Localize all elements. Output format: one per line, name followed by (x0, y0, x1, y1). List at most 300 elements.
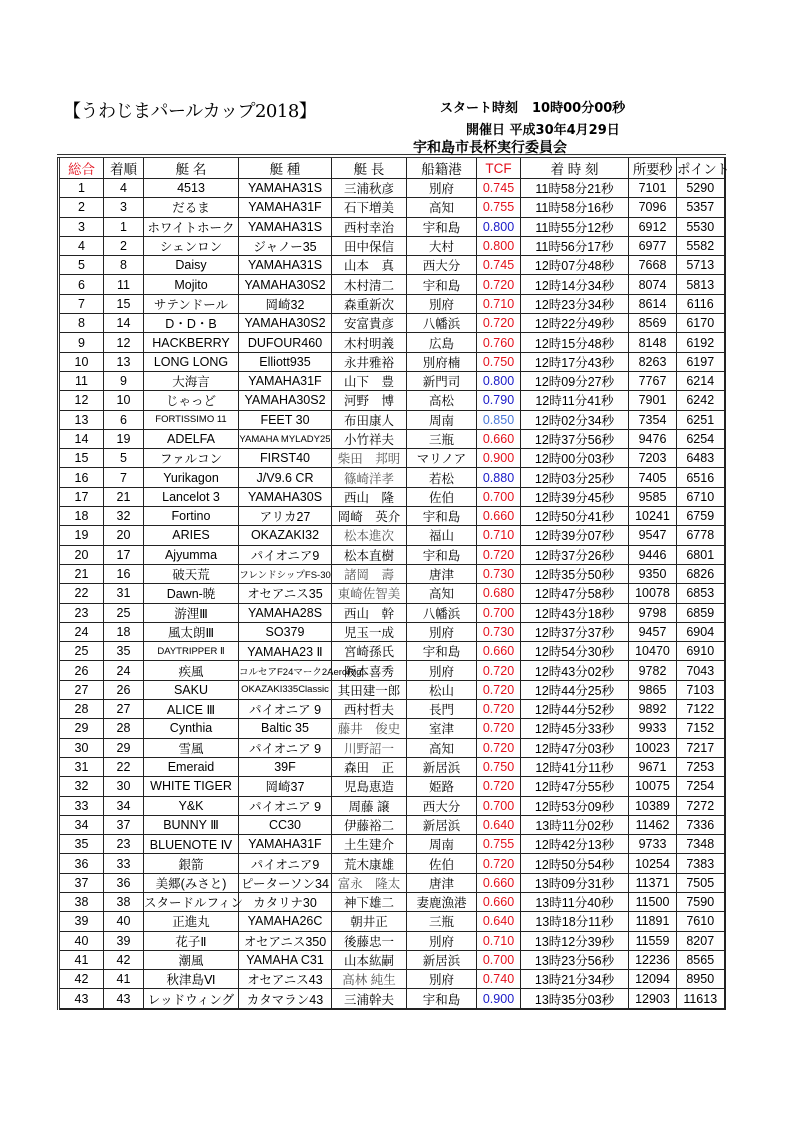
overall-rank-cell: 22 (59, 584, 104, 603)
finish-order-cell: 30 (104, 777, 144, 796)
overall-rank-cell: 39 (59, 912, 104, 931)
table-row (59, 642, 725, 661)
skipper-cell: 石下増美 (332, 198, 407, 217)
overall-rank-cell: 23 (59, 603, 104, 622)
skipper-cell: 土生建介 (332, 835, 407, 854)
finish-order-cell: 14 (104, 314, 144, 333)
home-port-cell: 宇和島 (407, 989, 477, 1009)
home-port-cell: 周南 (407, 835, 477, 854)
elapsed-seconds-cell: 9782 (629, 661, 677, 680)
boat-type-cell: J/V9.6 CR (239, 468, 332, 487)
table-row (59, 777, 725, 796)
points-cell: 7383 (677, 854, 725, 873)
table-row (59, 912, 725, 931)
boat-name-cell: HACKBERRY (144, 333, 239, 352)
home-port-cell: 別府 (407, 179, 477, 198)
col-points: ポイント (677, 156, 725, 179)
boat-type-cell: FEET 30 (239, 410, 332, 429)
finish-time-cell: 12時09分27秒 (521, 371, 629, 390)
overall-rank-cell: 17 (59, 487, 104, 506)
skipper-cell: 西山 幹 (332, 603, 407, 622)
table-row (59, 468, 725, 487)
boat-type-cell: YAMAHA31S (239, 256, 332, 275)
home-port-cell: 高知 (407, 198, 477, 217)
elapsed-seconds-cell: 7901 (629, 391, 677, 410)
skipper-cell: 富永 隆太 (332, 873, 407, 892)
home-port-cell: 八幡浜 (407, 314, 477, 333)
skipper-cell: 松本進次 (332, 526, 407, 545)
boat-type-cell: YAMAHA31F (239, 198, 332, 217)
overall-rank-cell: 12 (59, 391, 104, 410)
skipper-cell: 西村幸治 (332, 217, 407, 236)
table-row (59, 796, 725, 815)
tcf-cell: 0.730 (477, 564, 521, 583)
table-row (59, 680, 725, 699)
boat-type-cell: YAMAHA31F (239, 835, 332, 854)
home-port-cell: 新居浜 (407, 950, 477, 969)
home-port-cell: 新居浜 (407, 815, 477, 834)
table-row (59, 719, 725, 738)
points-cell: 6197 (677, 352, 725, 371)
table-row (59, 449, 725, 468)
home-port-cell: 新居浜 (407, 757, 477, 776)
finish-time-cell: 12時47分03秒 (521, 738, 629, 757)
skipper-cell: 藤井 俊史 (332, 719, 407, 738)
finish-time-cell: 13時21分34秒 (521, 970, 629, 989)
boat-name-cell: じゃっど (144, 391, 239, 410)
boat-type-cell: オセアニス350 (239, 931, 332, 950)
home-port-cell: 周南 (407, 410, 477, 429)
boat-name-cell: FORTISSIMO 11 (144, 410, 239, 429)
home-port-cell: 妻鹿漁港 (407, 892, 477, 911)
finish-order-cell: 32 (104, 507, 144, 526)
finish-order-cell: 16 (104, 564, 144, 583)
boat-name-cell: SAKU (144, 680, 239, 699)
tcf-cell: 0.730 (477, 622, 521, 641)
boat-name-cell: シェンロン (144, 236, 239, 255)
boat-name-cell: WHITE TIGER (144, 777, 239, 796)
boat-type-cell: オセアニス35 (239, 584, 332, 603)
finish-order-cell: 10 (104, 391, 144, 410)
table-row (59, 352, 725, 371)
boat-type-cell: パイオニア 9 (239, 700, 332, 719)
table-row (59, 815, 725, 834)
finish-time-cell: 12時54分30秒 (521, 642, 629, 661)
overall-rank-cell: 19 (59, 526, 104, 545)
points-cell: 7103 (677, 680, 725, 699)
boat-name-cell: ALICE Ⅲ (144, 700, 239, 719)
event-date: 開催日 平成30年4月29日 (466, 123, 620, 138)
table-row (59, 950, 725, 969)
points-cell: 5530 (677, 217, 725, 236)
finish-order-cell: 26 (104, 680, 144, 699)
home-port-cell: 八幡浜 (407, 603, 477, 622)
skipper-cell: 永井雅裕 (332, 352, 407, 371)
table-row (59, 391, 725, 410)
finish-time-cell: 12時39分07秒 (521, 526, 629, 545)
elapsed-seconds-cell: 8569 (629, 314, 677, 333)
overall-rank-cell: 36 (59, 854, 104, 873)
table-row (59, 217, 725, 236)
elapsed-seconds-cell: 9798 (629, 603, 677, 622)
home-port-cell: 福山 (407, 526, 477, 545)
boat-name-cell: 雪風 (144, 738, 239, 757)
boat-type-cell: カタリナ30 (239, 892, 332, 911)
elapsed-seconds-cell: 8074 (629, 275, 677, 294)
skipper-cell: 神下雄二 (332, 892, 407, 911)
finish-time-cell: 12時15分48秒 (521, 333, 629, 352)
finish-order-cell: 12 (104, 333, 144, 352)
finish-order-cell: 6 (104, 410, 144, 429)
finish-order-cell: 25 (104, 603, 144, 622)
tcf-cell: 0.720 (477, 700, 521, 719)
points-cell: 11613 (677, 989, 725, 1009)
home-port-cell: 宇和島 (407, 217, 477, 236)
finish-time-cell: 12時44分25秒 (521, 680, 629, 699)
finish-time-cell: 11時58分16秒 (521, 198, 629, 217)
skipper-cell: 河野 博 (332, 391, 407, 410)
overall-rank-cell: 30 (59, 738, 104, 757)
home-port-cell: 宇和島 (407, 507, 477, 526)
results-body (59, 179, 725, 1009)
boat-name-cell: Daisy (144, 256, 239, 275)
elapsed-seconds-cell: 10389 (629, 796, 677, 815)
home-port-cell: 室津 (407, 719, 477, 738)
home-port-cell: 広島 (407, 333, 477, 352)
points-cell: 6910 (677, 642, 725, 661)
skipper-cell: 周藤 譲 (332, 796, 407, 815)
boat-name-cell: 疾風 (144, 661, 239, 680)
table-row (59, 854, 725, 873)
elapsed-seconds-cell: 9446 (629, 545, 677, 564)
finish-order-cell: 34 (104, 796, 144, 815)
tcf-cell: 0.720 (477, 854, 521, 873)
elapsed-seconds-cell: 12903 (629, 989, 677, 1009)
overall-rank-cell: 43 (59, 989, 104, 1009)
points-cell: 7152 (677, 719, 725, 738)
elapsed-seconds-cell: 9547 (629, 526, 677, 545)
overall-rank-cell: 41 (59, 950, 104, 969)
points-cell: 5582 (677, 236, 725, 255)
overall-rank-cell: 37 (59, 873, 104, 892)
boat-type-cell: 岡崎32 (239, 294, 332, 313)
skipper-cell: 荒木康雄 (332, 854, 407, 873)
skipper-cell: 安富貴彦 (332, 314, 407, 333)
finish-order-cell: 18 (104, 622, 144, 641)
tcf-cell: 0.850 (477, 410, 521, 429)
col-boat-name: 艇 名 (144, 156, 239, 179)
skipper-cell: 其田建一郎 (332, 680, 407, 699)
elapsed-seconds-cell: 12236 (629, 950, 677, 969)
tcf-cell: 0.800 (477, 236, 521, 255)
elapsed-seconds-cell: 9733 (629, 835, 677, 854)
home-port-cell: 別府 (407, 970, 477, 989)
skipper-cell: 東崎佐智美 (332, 584, 407, 603)
skipper-cell: 後藤忠一 (332, 931, 407, 950)
points-cell: 7122 (677, 700, 725, 719)
points-cell: 6904 (677, 622, 725, 641)
table-row (59, 584, 725, 603)
elapsed-seconds-cell: 9892 (629, 700, 677, 719)
points-cell: 6710 (677, 487, 725, 506)
overall-rank-cell: 5 (59, 256, 104, 275)
table-row (59, 179, 725, 198)
overall-rank-cell: 33 (59, 796, 104, 815)
boat-type-cell: ピーターソン34 (239, 873, 332, 892)
organizer: 宇和島市長杯実行委員会 (413, 140, 567, 156)
elapsed-seconds-cell: 8614 (629, 294, 677, 313)
boat-type-cell: SO379 (239, 622, 332, 641)
points-cell: 6778 (677, 526, 725, 545)
skipper-cell: 森重新次 (332, 294, 407, 313)
tcf-cell: 0.710 (477, 294, 521, 313)
tcf-cell: 0.880 (477, 468, 521, 487)
table-row (59, 661, 725, 680)
finish-order-cell: 35 (104, 642, 144, 661)
points-cell: 6192 (677, 333, 725, 352)
finish-time-cell: 12時45分33秒 (521, 719, 629, 738)
home-port-cell: 宇和島 (407, 275, 477, 294)
points-cell: 6254 (677, 429, 725, 448)
boat-type-cell: パイオニア 9 (239, 738, 332, 757)
skipper-cell: 小竹祥夫 (332, 429, 407, 448)
boat-name-cell: 秋津島Ⅵ (144, 970, 239, 989)
tcf-cell: 0.700 (477, 487, 521, 506)
finish-time-cell: 12時00分03秒 (521, 449, 629, 468)
boat-type-cell: YAMAHA30S (239, 487, 332, 506)
finish-time-cell: 12時07分48秒 (521, 256, 629, 275)
skipper-cell: 児玉一成 (332, 622, 407, 641)
elapsed-seconds-cell: 10075 (629, 777, 677, 796)
tcf-cell: 0.745 (477, 179, 521, 198)
tcf-cell: 0.720 (477, 545, 521, 564)
boat-type-cell: YAMAHA28S (239, 603, 332, 622)
finish-time-cell: 12時11分41秒 (521, 391, 629, 410)
boat-name-cell: 花子Ⅱ (144, 931, 239, 950)
points-cell: 7254 (677, 777, 725, 796)
elapsed-seconds-cell: 11891 (629, 912, 677, 931)
overall-rank-cell: 21 (59, 564, 104, 583)
table-row (59, 989, 725, 1009)
tcf-cell: 0.710 (477, 931, 521, 950)
boat-name-cell: Y&K (144, 796, 239, 815)
finish-time-cell: 12時50分54秒 (521, 854, 629, 873)
boat-type-cell: アリカ27 (239, 507, 332, 526)
elapsed-seconds-cell: 10470 (629, 642, 677, 661)
results-table (57, 154, 730, 1010)
finish-order-cell: 36 (104, 873, 144, 892)
home-port-cell: 西大分 (407, 256, 477, 275)
finish-time-cell: 11時55分12秒 (521, 217, 629, 236)
finish-order-cell: 17 (104, 545, 144, 564)
tcf-cell: 0.900 (477, 449, 521, 468)
overall-rank-cell: 13 (59, 410, 104, 429)
boat-type-cell: パイオニア 9 (239, 796, 332, 815)
finish-order-cell: 33 (104, 854, 144, 873)
boat-type-cell: オセアニス43 (239, 970, 332, 989)
finish-order-cell: 11 (104, 275, 144, 294)
elapsed-seconds-cell: 7668 (629, 256, 677, 275)
overall-rank-cell: 35 (59, 835, 104, 854)
start-time-line (440, 97, 625, 116)
points-cell: 6859 (677, 603, 725, 622)
elapsed-seconds-cell: 9585 (629, 487, 677, 506)
boat-type-cell: Baltic 35 (239, 719, 332, 738)
elapsed-seconds-cell: 9457 (629, 622, 677, 641)
table-row (59, 564, 725, 583)
elapsed-seconds-cell: 10254 (629, 854, 677, 873)
points-cell: 6242 (677, 391, 725, 410)
points-cell: 7590 (677, 892, 725, 911)
finish-time-cell: 12時43分18秒 (521, 603, 629, 622)
skipper-cell: 阪本喜秀 (332, 661, 407, 680)
home-port-cell: 別府 (407, 622, 477, 641)
boat-name-cell: ファルコン (144, 449, 239, 468)
boat-type-cell: ジャノー35 (239, 236, 332, 255)
boat-name-cell: Dawn-暁 (144, 584, 239, 603)
finish-time-cell: 12時35分50秒 (521, 564, 629, 583)
skipper-cell: 松本直樹 (332, 545, 407, 564)
elapsed-seconds-cell: 7101 (629, 179, 677, 198)
finish-order-cell: 21 (104, 487, 144, 506)
elapsed-seconds-cell: 9671 (629, 757, 677, 776)
skipper-cell: 木村清二 (332, 275, 407, 294)
points-cell: 7043 (677, 661, 725, 680)
boat-name-cell: だるま (144, 198, 239, 217)
boat-type-cell: DUFOUR460 (239, 333, 332, 352)
finish-time-cell: 12時41分11秒 (521, 757, 629, 776)
finish-order-cell: 23 (104, 835, 144, 854)
home-port-cell: 別府 (407, 661, 477, 680)
skipper-cell: 西山 隆 (332, 487, 407, 506)
tcf-cell: 0.640 (477, 815, 521, 834)
overall-rank-cell: 29 (59, 719, 104, 738)
tcf-cell: 0.900 (477, 989, 521, 1009)
overall-rank-cell: 10 (59, 352, 104, 371)
finish-time-cell: 13時18分11秒 (521, 912, 629, 931)
boat-type-cell: フレンドシップFS-30 (239, 564, 332, 583)
home-port-cell: 姫路 (407, 777, 477, 796)
boat-name-cell: 潮風 (144, 950, 239, 969)
finish-order-cell: 27 (104, 700, 144, 719)
boat-name-cell: 4513 (144, 179, 239, 198)
home-port-cell: 佐伯 (407, 487, 477, 506)
tcf-cell: 0.720 (477, 314, 521, 333)
finish-order-cell: 40 (104, 912, 144, 931)
finish-order-cell: 5 (104, 449, 144, 468)
col-tcf: TCF (477, 156, 521, 179)
overall-rank-cell: 7 (59, 294, 104, 313)
boat-type-cell: パイオニア9 (239, 545, 332, 564)
tcf-cell: 0.790 (477, 391, 521, 410)
tcf-cell: 0.700 (477, 950, 521, 969)
table-row (59, 294, 725, 313)
points-cell: 7610 (677, 912, 725, 931)
table-row (59, 507, 725, 526)
overall-rank-cell: 1 (59, 179, 104, 198)
skipper-cell: 西村哲夫 (332, 700, 407, 719)
finish-time-cell: 12時37分56秒 (521, 429, 629, 448)
col-elapsed-secs: 所要秒 (629, 156, 677, 179)
home-port-cell: 三瓶 (407, 429, 477, 448)
elapsed-seconds-cell: 9350 (629, 564, 677, 583)
skipper-cell: 川野詔一 (332, 738, 407, 757)
boat-type-cell: FIRST40 (239, 449, 332, 468)
skipper-cell: 木村明義 (332, 333, 407, 352)
table-row (59, 892, 725, 911)
boat-name-cell: 風太朗Ⅲ (144, 622, 239, 641)
tcf-cell: 0.660 (477, 507, 521, 526)
finish-order-cell: 7 (104, 468, 144, 487)
boat-name-cell: Mojito (144, 275, 239, 294)
elapsed-seconds-cell: 9865 (629, 680, 677, 699)
boat-type-cell: OKAZAKI32 (239, 526, 332, 545)
boat-name-cell: ホワイトホーク (144, 217, 239, 236)
boat-type-cell: YAMAHA31S (239, 179, 332, 198)
overall-rank-cell: 20 (59, 545, 104, 564)
tcf-cell: 0.720 (477, 738, 521, 757)
home-port-cell: 大村 (407, 236, 477, 255)
skipper-cell: 三浦秋彦 (332, 179, 407, 198)
boat-name-cell: 正進丸 (144, 912, 239, 931)
points-cell: 6853 (677, 584, 725, 603)
points-cell: 5357 (677, 198, 725, 217)
skipper-cell: 田中保信 (332, 236, 407, 255)
boat-type-cell: YAMAHA30S2 (239, 391, 332, 410)
boat-name-cell: レッドウィング (144, 989, 239, 1009)
table-row (59, 256, 725, 275)
elapsed-seconds-cell: 7203 (629, 449, 677, 468)
home-port-cell: 西大分 (407, 796, 477, 815)
document-title: 【うわじまパールカップ2018】 (63, 101, 317, 122)
boat-name-cell: Emeraid (144, 757, 239, 776)
elapsed-seconds-cell: 7767 (629, 371, 677, 390)
skipper-cell: 三浦幹夫 (332, 989, 407, 1009)
table-row (59, 314, 725, 333)
overall-rank-cell: 27 (59, 680, 104, 699)
home-port-cell: 長門 (407, 700, 477, 719)
overall-rank-cell: 25 (59, 642, 104, 661)
finish-time-cell: 12時39分45秒 (521, 487, 629, 506)
home-port-cell: 唐津 (407, 564, 477, 583)
boat-name-cell: 游浬Ⅲ (144, 603, 239, 622)
points-cell: 6170 (677, 314, 725, 333)
overall-rank-cell: 31 (59, 757, 104, 776)
elapsed-seconds-cell: 7405 (629, 468, 677, 487)
overall-rank-cell: 15 (59, 449, 104, 468)
boat-name-cell: Yurikagon (144, 468, 239, 487)
boat-name-cell: 大海言 (144, 371, 239, 390)
overall-rank-cell: 16 (59, 468, 104, 487)
table-row (59, 835, 725, 854)
boat-name-cell: Fortino (144, 507, 239, 526)
elapsed-seconds-cell: 8148 (629, 333, 677, 352)
elapsed-seconds-cell: 6912 (629, 217, 677, 236)
elapsed-seconds-cell: 6977 (629, 236, 677, 255)
tcf-cell: 0.660 (477, 429, 521, 448)
col-skipper: 艇 長 (332, 156, 407, 179)
overall-rank-cell: 38 (59, 892, 104, 911)
tcf-cell: 0.660 (477, 873, 521, 892)
tcf-cell: 0.740 (477, 970, 521, 989)
skipper-cell: 山本紘嗣 (332, 950, 407, 969)
boat-type-cell: コルセアF24マーク2AeroRig (239, 661, 332, 680)
overall-rank-cell: 14 (59, 429, 104, 448)
tcf-cell: 0.755 (477, 835, 521, 854)
elapsed-seconds-cell: 8263 (629, 352, 677, 371)
skipper-cell: 伊藤裕二 (332, 815, 407, 834)
points-cell: 6516 (677, 468, 725, 487)
